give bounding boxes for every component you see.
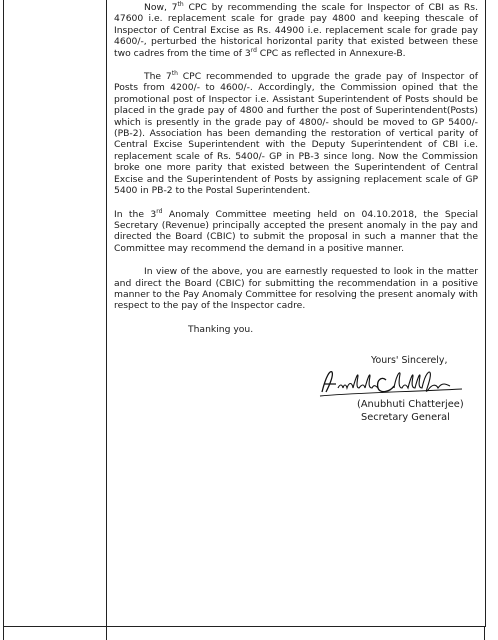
ordinal-superscript: th	[171, 69, 178, 77]
ordinal-superscript: rd	[156, 207, 163, 215]
paragraph-anomaly-committee	[114, 209, 478, 255]
handwritten-signature	[312, 366, 472, 400]
table-row-border-left	[3, 626, 4, 640]
signatory-name: (Anubhuti Chatterjee)	[357, 399, 464, 410]
paragraph-text: CPC by recommending the scale for Inspector of CBI as Rs. 47600 i.e. replacement scale for grade pay 4800 and keeping thescale of Inspector of Central Excise as Rs. 44900 i.e. replacement scale for grade pay 4600/-, perturbed the historical horizontal parity that existed between these two cadres from the time of 3	[114, 2, 478, 59]
paragraph-text: CPC recommended to upgrade the grade pay of Inspector of Posts from 4200/- to 4600/-. Accordingly, the Commission opined that the promotional post of Inspector i.e. Assistant Superintendent of Posts should be placed in the grade pay of 4800 and further the post of Superintendent(Posts) which is presently in the grade pay of 4800/- should be moved to GP 5400/- (PB-2). Association has been demanding the restoration of vertical parity of Central Excise Superintendent with the Deputy Superintendent of CBI i.e. replacement scale of Rs. 5400/- GP in PB-3 since long. Now the Commission broke one more parity that existed between the Superintendent of Central Excise and the Superintendent of Posts by assigning replacement scale of GP 5400 in PB-2 to the Postal Superintendent.	[114, 71, 478, 197]
paragraph-text: CPC as reflected in Annexure-B.	[256, 47, 406, 59]
paragraph-text: Anomaly Committee meeting held on 04.10.2018, the Special Secretary (Revenue) principally accepted the present anomaly in the pay and directed the Board (CBIC) to submit the proposal in such a manner that the Committee may recommend the demand in a positive manner.	[114, 208, 479, 254]
table-column-divider	[106, 0, 107, 640]
closing-line: Yours' Sincerely,	[371, 355, 448, 366]
paragraph-text: The 7	[144, 71, 172, 83]
ordinal-superscript: th	[177, 0, 184, 8]
signatory-title: Secretary General	[361, 412, 450, 423]
paragraph-posts-grade-pay	[114, 71, 478, 196]
letter-body	[114, 2, 478, 335]
paragraph-text: In view of the above, you are earnestly requested to look in the matter and direct the Board (CBIC) for submitting the recommendation in a positive manner to the Pay Anomaly Committee for resolving the present anomaly with respect to the pay of the Inspector cadre.	[114, 266, 478, 312]
paragraph-parity-cbi	[114, 2, 478, 59]
paragraph-text: In the 3	[114, 208, 157, 220]
thanking-line: Thanking you.	[188, 323, 254, 335]
table-row-border-right	[484, 626, 485, 640]
paragraph-request	[114, 266, 478, 312]
paragraph-text: Now, 7	[144, 2, 178, 13]
ordinal-superscript: rd	[250, 46, 257, 54]
